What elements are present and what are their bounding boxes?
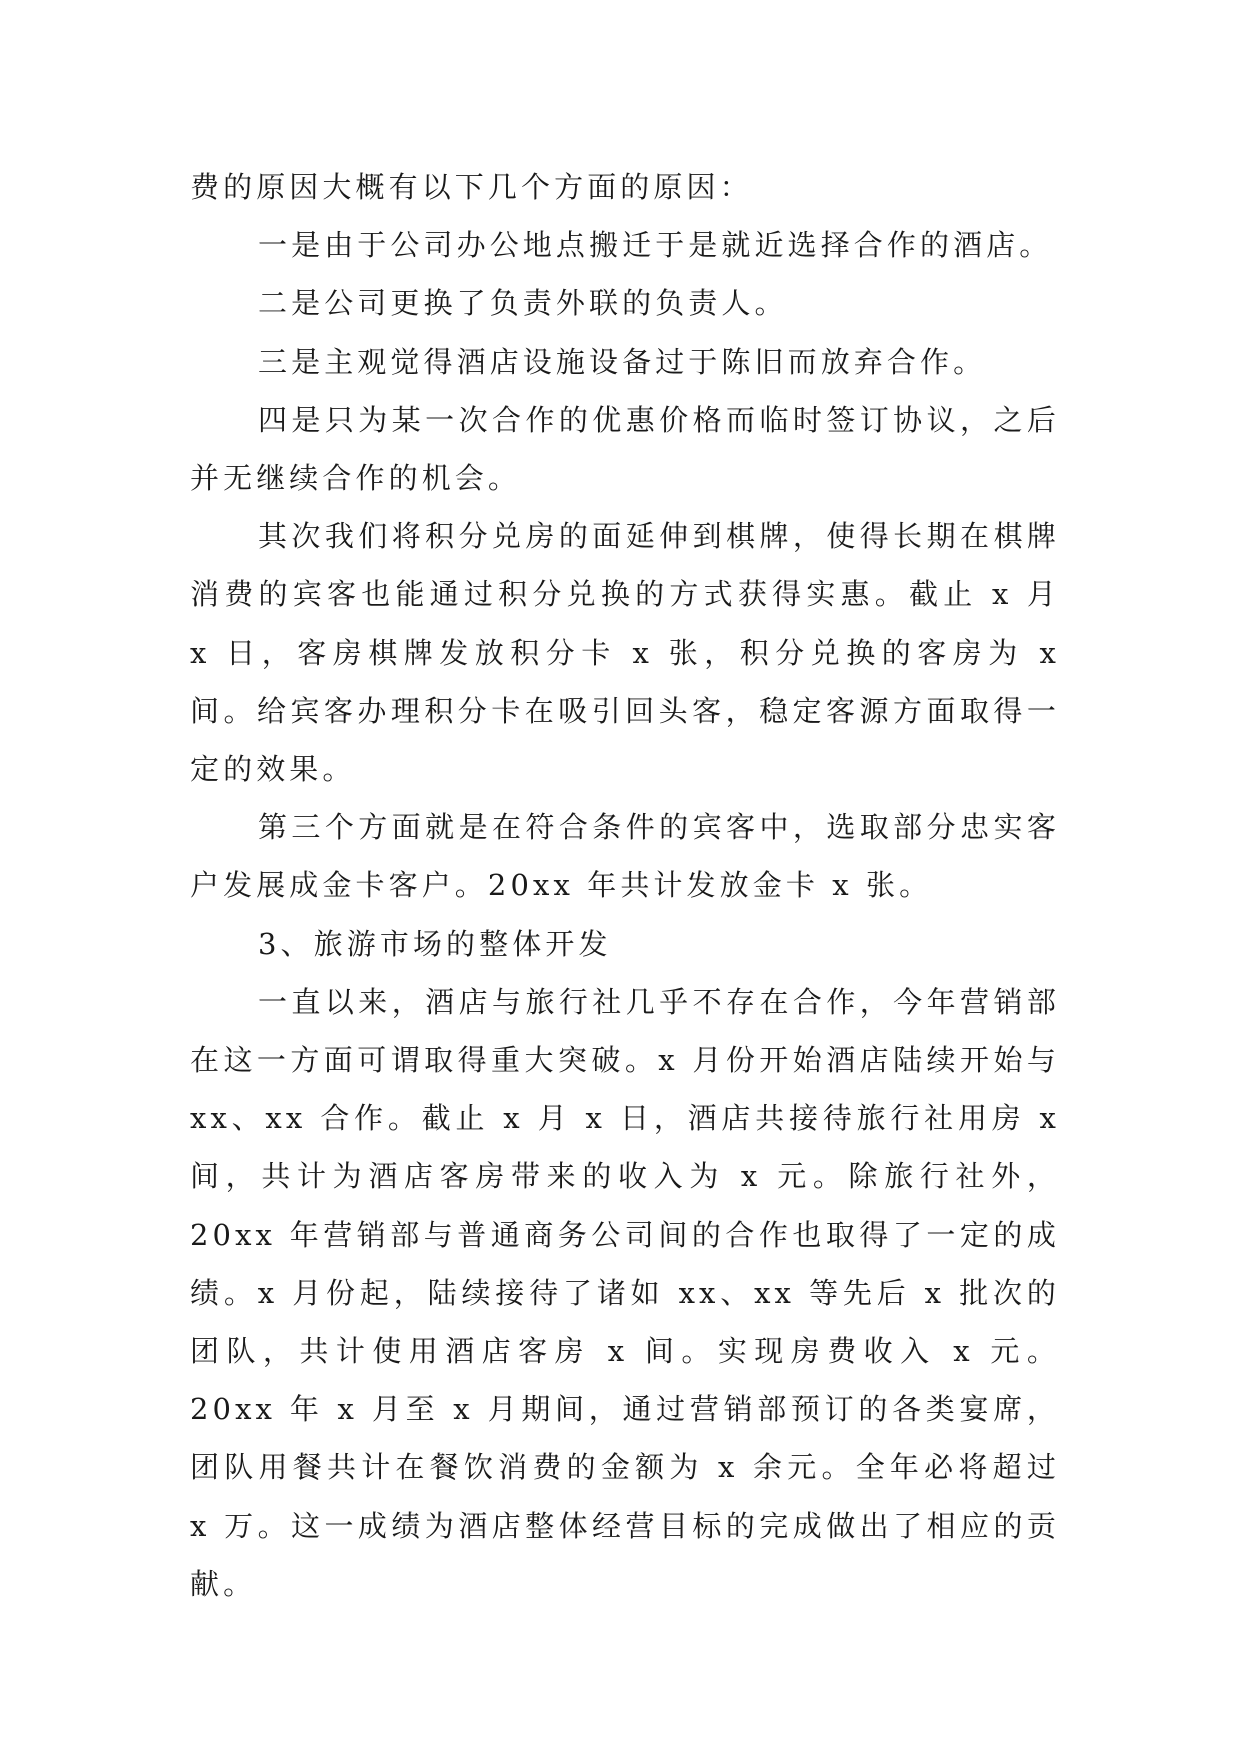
document-body [190,158,1060,1613]
paragraph-gold-card: 第三个方面就是在符合条件的宾客中，选取部分忠实客户发展成金卡客户。20xx 年共计发放金卡 x 张。 [190,810,1060,903]
paragraph-tourism-development: 一直以来，酒店与旅行社几乎不存在合作，今年营销部在这一方面可谓取得重大突破。x 月份开始酒店陆续开始与 xx、xx 合作。截止 x 月 x 日，酒店共接待旅行社用房 x 间，共计为酒店客房带来的收入为 x 元。除旅行社外，20xx 年营销部与普通商务公司间的合作也取得了一定的成绩。x 月份起，陆续接待了诸如 xx、xx 等先后 x 批次的团队，共计使用酒店客房 x 间。实现房费收入 x 元。20xx 年 x 月至 x 月期间，通过营销部预订的各类宴席，团队用餐共计在餐饮消费的金额为 x 余元。全年必将超过 x 万。这一成绩为酒店整体经营目标的完成做出了相应的贡献。 [190,984,1060,1601]
paragraph-reason-1: 一是由于公司办公地点搬迁于是就近选择合作的酒店。 [258,228,1053,263]
section-heading-tourism-market: 3、旅游市场的整体开发 [258,926,612,961]
paragraph-reasons-intro: 费的原因大概有以下几个方面的原因： [190,170,753,204]
paragraph-points-card: 其次我们将积分兑房的面延伸到棋牌，使得长期在棋牌消费的宾客也能通过积分兑换的方式获得实惠。截止 x 月 x 日，客房棋牌发放积分卡 x 张，积分兑换的客房为 x 间。给宾客办理积分卡在吸引回头客，稳定客源方面取得一定的效果。 [190,519,1060,787]
paragraph-reason-4: 四是只为某一次合作的优惠价格而临时签订协议，之后并无继续合作的机会。 [190,402,1060,496]
paragraph-reason-3: 三是主观觉得酒店设施设备过于陈旧而放弃合作。 [258,344,987,379]
paragraph-reason-2: 二是公司更换了负责外联的负责人。 [258,286,788,321]
